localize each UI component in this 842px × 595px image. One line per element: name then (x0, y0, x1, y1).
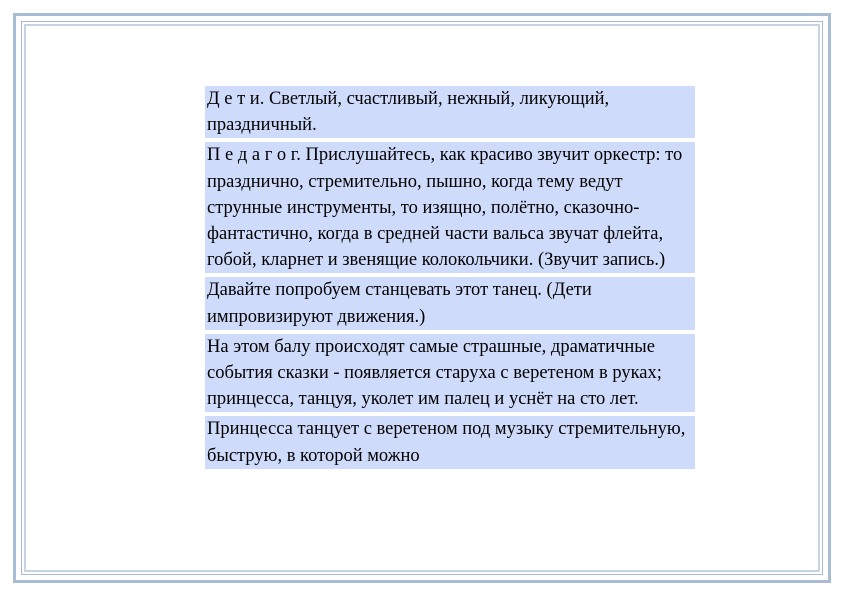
paragraph-ball (205, 334, 695, 413)
speaker-label: Д е т и. (207, 89, 265, 109)
paragraph-text: Принцесса танцует с веретеном под музыку стремительную, быструю, в которой можно (207, 419, 686, 466)
paragraph-princess (205, 416, 695, 468)
text-block (205, 86, 695, 530)
paragraph-text: Прислушайтесь, как красиво звучит оркестр: то празднично, стремительно, пышно, когда тему ведут струнные инструменты, то изящно, полётно, сказочно-фантастично, когда в средней части вальса звучат флейта, гобой, кларнет и звенящие колокольчики. (Звучит запись.) (207, 145, 683, 271)
paragraph-teacher (205, 142, 695, 273)
paragraph-text: Светлый, счастливый, нежный, ликующий, праздничный. (207, 89, 610, 136)
speaker-label: П е д а г о г. (207, 145, 301, 166)
paragraph-children (205, 86, 695, 138)
paragraph-dance (205, 277, 695, 329)
paragraph-text: На этом балу происходят самые страшные, драматичные события сказки - появляется старуха с веретеном в руках; принцесса, танцуя, уколет им палец и уснёт на сто лет. (207, 336, 662, 410)
paragraph-text: Давайте попробуем станцевать этот танец. (Дети импровизируют движения.) (207, 280, 592, 327)
